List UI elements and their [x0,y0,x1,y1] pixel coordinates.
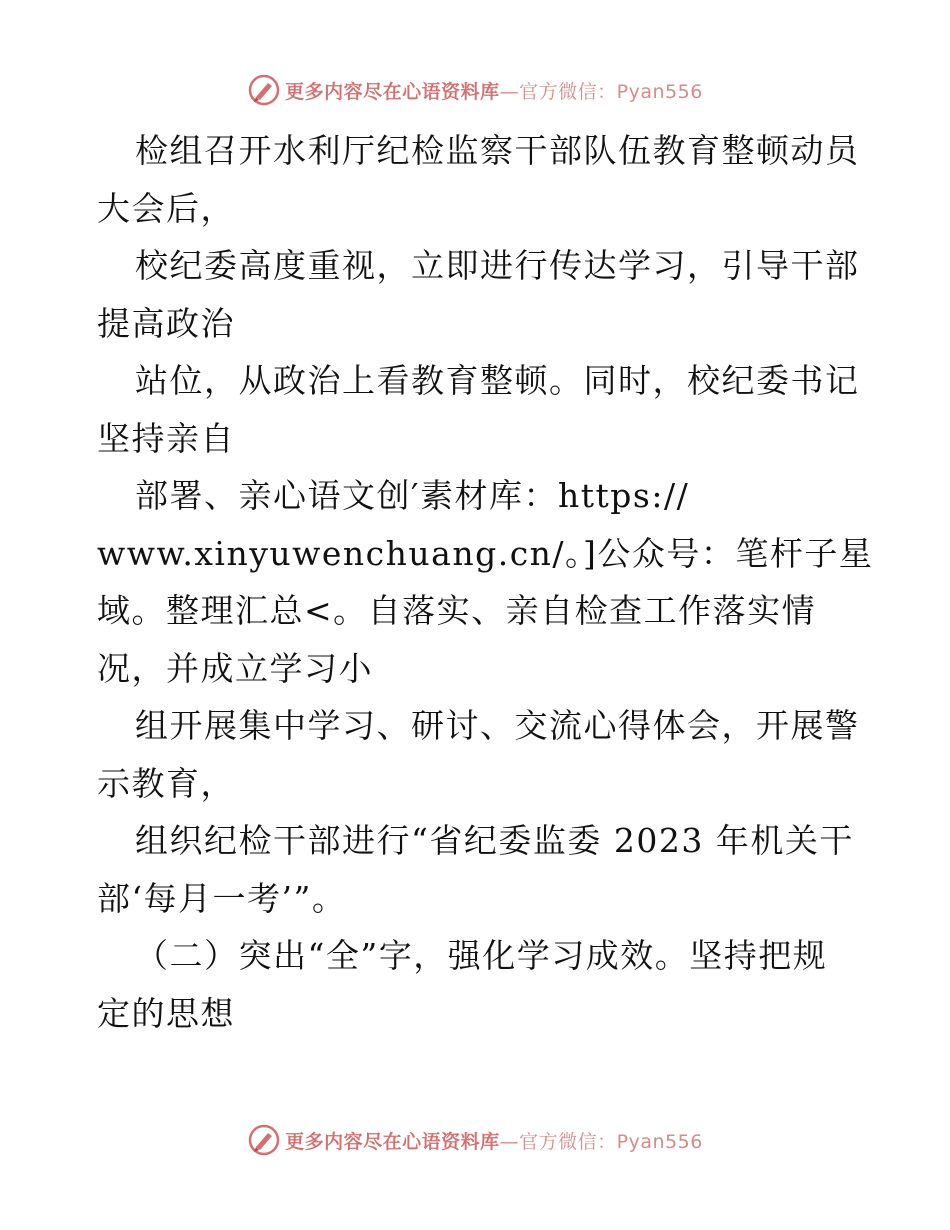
watermark-wechat: 官方微信：Pyan556 [519,80,703,103]
document-body [97,122,874,1042]
text-line: 大会后， [97,188,235,228]
watermark-brand: 更多内容尽在心语资料库 [285,1130,500,1153]
text-line: 域。整理汇总<。自落实、亲自检查工作落实情 [97,591,817,630]
text-line: 坚持亲自 [97,418,235,458]
watermark-brand: 更多内容尽在心语资料库 [285,80,500,103]
text-line: （二）突出“全”字，强化学习成效。坚持把规 [135,936,828,975]
text-line: 组织纪检干部进行“省纪委监委 2023 年机关干 [135,821,854,860]
footer-watermark [0,1120,950,1160]
text-line: 况，并成立学习小 [97,648,373,688]
text-line: 部署、亲心语文创′素材库：https:// [135,476,690,515]
pen-nib-logo-icon [247,1123,281,1157]
pen-nib-logo-icon [247,73,281,107]
text-line: www.xinyuwenchuang.cn/。]公众号：笔杆子星 [97,533,874,573]
text-line: 部‘每月一考’”。 [97,878,347,918]
text-line: 提高政治 [97,303,235,343]
text-line: 校纪委高度重视，立即进行传达学习，引导干部 [135,246,860,285]
text-line: 检组召开水利厅纪检监察干部队伍教育整顿动员 [135,131,860,170]
text-line: 定的思想 [97,993,235,1033]
watermark-wechat: 官方微信：Pyan556 [519,1130,703,1153]
watermark-separator: — [499,1130,520,1153]
text-line: 站位，从政治上看教育整顿。同时，校纪委书记 [135,361,860,400]
watermark-separator: — [499,80,520,103]
text-line: 示教育， [97,763,235,803]
text-line: 组开展集中学习、研讨、交流心得体会，开展警 [135,706,860,745]
header-watermark [0,70,950,110]
